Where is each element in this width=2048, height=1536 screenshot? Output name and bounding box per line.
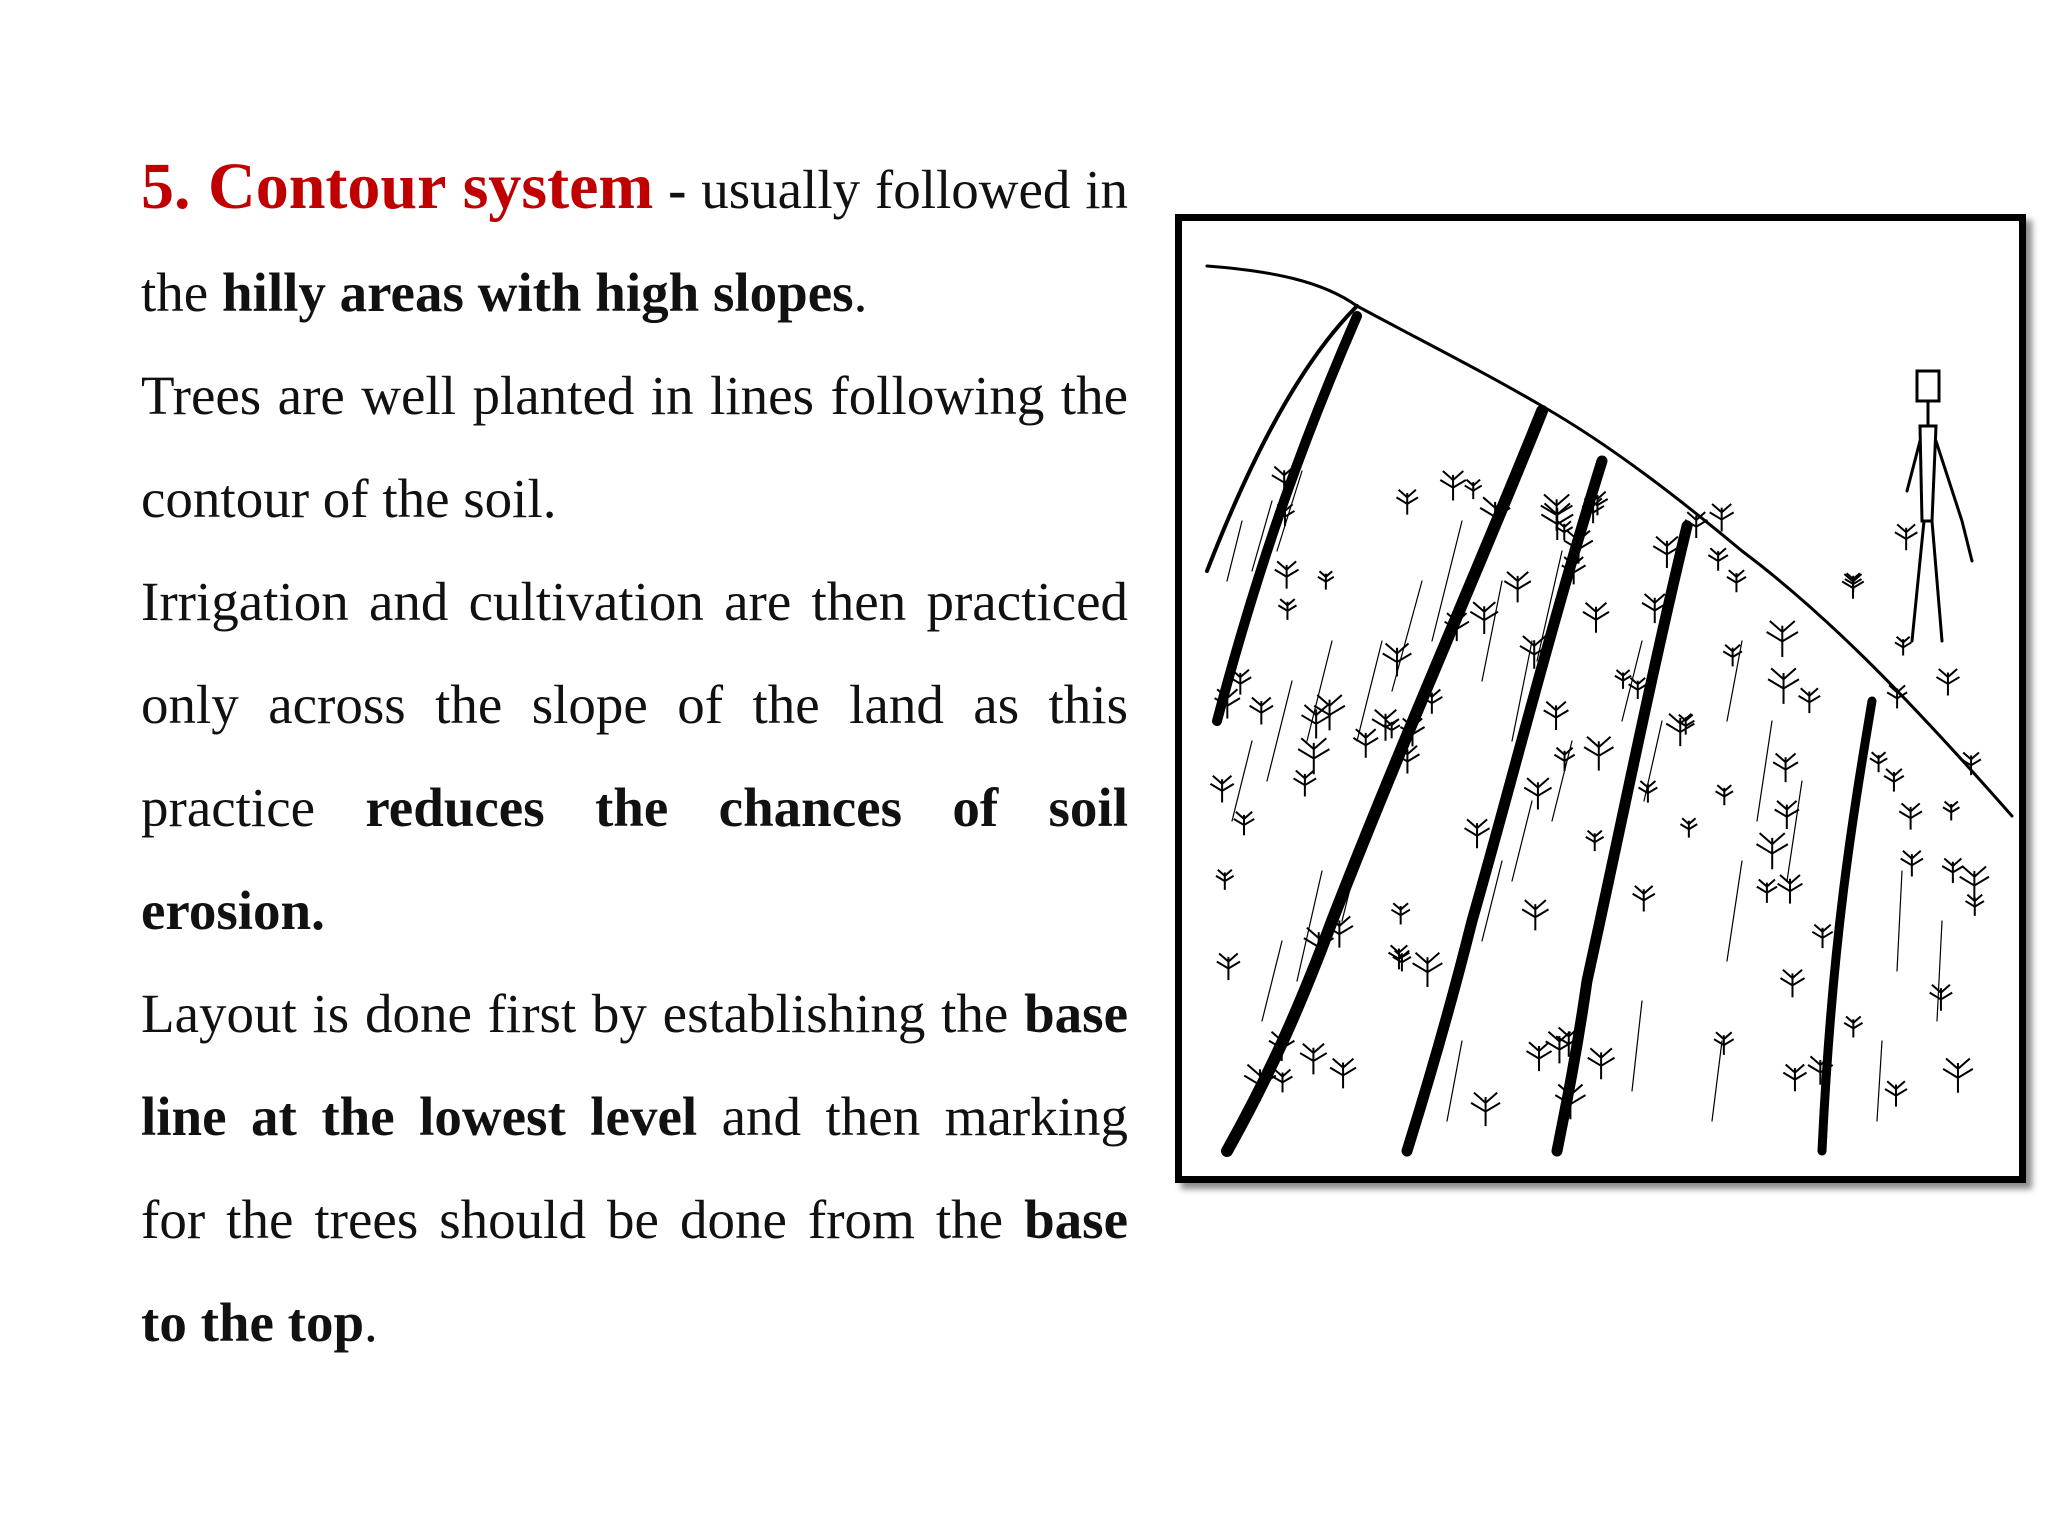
plant-sprig <box>1250 698 1273 725</box>
plant-sprig <box>1389 945 1410 969</box>
plant-sprig <box>1714 1032 1734 1055</box>
plant-sprig <box>1318 571 1334 589</box>
hill-crest-line <box>1207 266 2012 816</box>
intro-end: . <box>853 262 868 323</box>
plant-sprig <box>1812 925 1832 948</box>
section-heading: 5. Contour system <box>141 150 654 223</box>
plant-sprig <box>1298 738 1329 774</box>
plant-sprig <box>1638 781 1657 803</box>
plant-sprig <box>1383 643 1412 676</box>
terrace-4 <box>1557 526 1687 1151</box>
plant-sprig <box>1216 870 1234 890</box>
plant-sprig <box>1936 669 1959 695</box>
plant-sprig <box>1210 776 1233 803</box>
plant-sprig <box>1966 895 1984 916</box>
paragraph-trees: Trees are well planted in lines following the contour of the soil. <box>141 365 1128 529</box>
plant-sprig <box>1471 1093 1500 1126</box>
plant-sprig <box>1666 714 1694 746</box>
paragraph-layout <box>141 962 1128 1374</box>
plant-sprig <box>1899 803 1922 829</box>
plant-sprig <box>1844 1016 1862 1037</box>
plant-sprig <box>1885 1081 1907 1106</box>
plant-sprig <box>1727 570 1746 592</box>
plant-sprig <box>1930 985 1953 1011</box>
plant-sprig <box>1217 953 1240 980</box>
plant-sprig <box>1716 785 1733 805</box>
plant-sprig <box>1895 637 1911 656</box>
plant-sprig <box>1584 737 1613 771</box>
plant-sprig <box>1330 1059 1356 1089</box>
plant-sprig <box>1799 688 1821 713</box>
plant-sprig <box>1554 748 1574 771</box>
plant-sprig <box>1234 812 1254 836</box>
heading-dash: - <box>653 159 702 220</box>
irrigation-bold: reduces the chances of soil erosion. <box>141 777 1128 941</box>
plant-sprig <box>1757 880 1777 903</box>
plant-sprig <box>1278 599 1296 620</box>
plant-sprig <box>1943 801 1960 820</box>
plant-sprig <box>1895 524 1917 550</box>
plant-sprig <box>1526 1042 1551 1071</box>
layout-end: . <box>364 1292 378 1353</box>
plant-sprig <box>1942 859 1963 884</box>
plant-sprig <box>1783 1065 1806 1092</box>
left-slope-edge <box>1207 306 1357 571</box>
plant-sprig <box>1870 752 1887 772</box>
layout-bold-2: base to the top <box>141 1189 1128 1353</box>
plant-sprig <box>1465 819 1490 848</box>
slide-body <box>141 135 1128 1374</box>
plant-sprig <box>1524 778 1551 809</box>
plant-sprig <box>1773 754 1798 783</box>
contour-drawing <box>1182 221 2019 1176</box>
plant-sprig <box>1465 480 1482 500</box>
plant-sprig <box>1300 1044 1327 1075</box>
plant-sprig <box>1470 602 1498 634</box>
plant-sprig <box>1440 471 1466 500</box>
plant-sprig <box>1756 833 1787 869</box>
plant-sprig <box>1768 668 1799 704</box>
plant-sprig <box>1372 710 1399 741</box>
plant-sprig <box>1633 886 1655 912</box>
intro-text: usually followed in the <box>141 159 1128 323</box>
plant-sprig <box>1302 705 1331 739</box>
plant-sprig <box>1901 851 1923 877</box>
plant-sprig <box>1960 867 1989 901</box>
plant-sprig <box>1680 818 1697 837</box>
plant-sprig <box>1391 903 1410 924</box>
irrigation-text: Irrigation and cultivation are then practiced only across the slope of the land as this practice <box>141 571 1128 838</box>
paragraph-irrigation <box>141 550 1128 962</box>
plant-sprig <box>1544 702 1569 730</box>
plant-sprig <box>1778 875 1803 904</box>
contour-illustration <box>1175 214 2026 1183</box>
plant-sprig <box>1842 574 1864 599</box>
plant-sprig <box>1413 953 1443 987</box>
intro-bold: hilly areas with high slopes <box>221 262 854 323</box>
layout-text-1: Layout is done first by establishing the <box>141 983 1025 1044</box>
plant-sprig <box>1273 1070 1293 1093</box>
plant-sprig <box>1504 572 1531 602</box>
plant-sprig <box>1294 770 1317 796</box>
plant-sprig <box>1767 621 1798 657</box>
plant-sprig <box>1583 603 1609 633</box>
paragraph-intro <box>141 135 1128 344</box>
plant-sprig <box>1943 1058 1973 1092</box>
plant-sprig <box>1708 548 1728 571</box>
plant-sprig <box>1884 769 1904 792</box>
plant-sprig <box>1522 900 1548 930</box>
farmer-figure <box>1907 371 1972 641</box>
plant-sprig <box>1275 561 1299 588</box>
plant-sprig <box>1396 490 1418 515</box>
plant-sprig <box>1586 831 1604 852</box>
layout-bold-1: base line at the lowest level <box>141 983 1128 1147</box>
layout-text-2: and then marking for the trees should be done from the <box>141 1086 1128 1250</box>
plant-sprig <box>1780 970 1804 998</box>
plant-sprig <box>1615 670 1631 689</box>
plant-sprig <box>1353 729 1378 758</box>
plant-sprig <box>1588 1048 1615 1079</box>
